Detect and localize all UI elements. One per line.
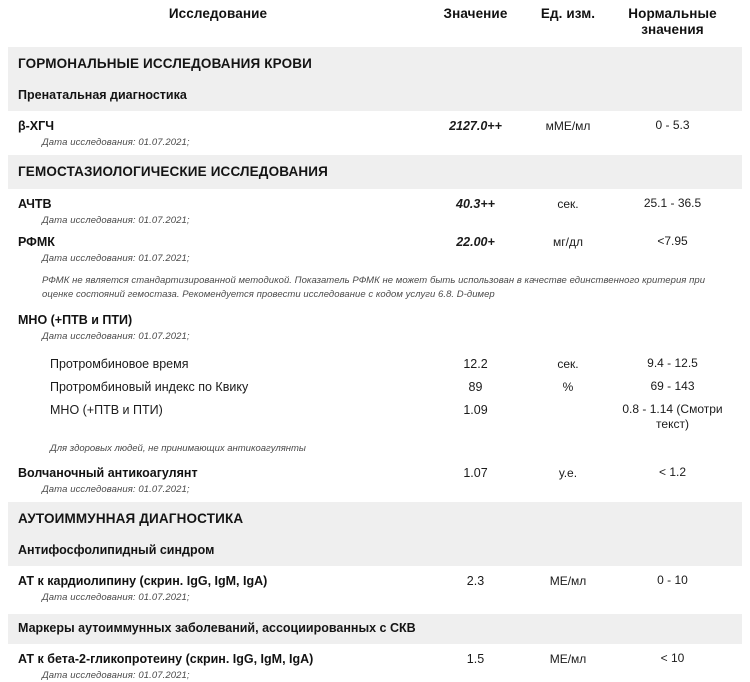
- panel-header-row: [8, 305, 742, 328]
- analyte-units: мМЕ/мл: [545, 119, 591, 133]
- analyte-reference: 25.1 - 36.5: [643, 196, 702, 210]
- analyte-name: Волчаночный антикоагулянт: [18, 466, 198, 480]
- analyte-value: 1.07: [463, 466, 488, 480]
- analyte-reference: 0.8 - 1.14 (Смотри текст): [622, 402, 723, 431]
- analyte-value: 40.3++: [456, 197, 495, 211]
- analyte-name: АЧТВ: [18, 197, 52, 211]
- analyte-reference: < 1.2: [658, 465, 687, 479]
- column-header-study: Исследование: [168, 6, 268, 21]
- analyte-reference: 0 - 5.3: [655, 118, 690, 132]
- column-header-units: Ед. изм.: [540, 6, 596, 21]
- table-row: [8, 458, 742, 481]
- analyte-date: Дата исследования: 01.07.2021;: [42, 484, 190, 495]
- analyte-name: МНО (+ПТВ и ПТИ): [50, 403, 163, 417]
- analyte-date: Дата исследования: 01.07.2021;: [42, 670, 190, 681]
- table-row: [8, 189, 742, 212]
- analyte-value: 22.00+: [456, 235, 495, 249]
- panel-footnote: Для здоровых людей, не принимающих антикоагулянты: [50, 443, 306, 454]
- section-hormonal: [8, 47, 742, 111]
- table-row: [8, 372, 742, 395]
- analyte-value: 12.2: [463, 357, 488, 371]
- section-subsection-title: Пренатальная диагностика: [18, 88, 187, 102]
- table-row: [8, 395, 742, 432]
- section-subsection-title: Маркеры аутоиммунных заболеваний, ассоциированных с СКВ: [18, 621, 416, 635]
- analyte-value: 2127.0++: [449, 119, 502, 133]
- table-row: [8, 644, 742, 667]
- analyte-units: сек.: [557, 357, 579, 371]
- table-row: [8, 111, 742, 134]
- analyte-name: Протромбиновое время: [50, 357, 189, 371]
- analyte-date: Дата исследования: 01.07.2021;: [42, 215, 190, 226]
- table-row: [8, 349, 742, 372]
- spacer: [8, 604, 742, 614]
- analyte-date: Дата исследования: 01.07.2021;: [42, 592, 190, 603]
- analyte-reference: 9.4 - 12.5: [647, 356, 698, 370]
- section-category-title: ГЕМОСТАЗИОЛОГИЧЕСКИЕ ИССЛЕДОВАНИЯ: [18, 164, 328, 179]
- analyte-reference: 69 - 143: [650, 379, 695, 393]
- section-category-title: АУТОИММУННАЯ ДИАГНОСТИКА: [18, 511, 244, 526]
- panel-date: Дата исследования: 01.07.2021;: [42, 331, 190, 342]
- analyte-reference: <7.95: [657, 234, 688, 248]
- section-autoimmune: [8, 502, 742, 566]
- analyte-name: АТ к кардиолипину (скрин. IgG, IgM, IgA): [18, 574, 268, 588]
- section-hemostasis: [8, 155, 742, 189]
- analyte-reference: < 10: [660, 651, 685, 665]
- section-comment: РФМК не является стандартизированной методикой. Показатель РФМК не может быть использован в качестве единственного критерия при оценке состояний гемостаза. Рекомендуется провести исследование с кодом услуги 6.8. D-димер: [42, 275, 706, 300]
- column-header-value: Значение: [443, 6, 508, 21]
- table-header-row: [8, 0, 742, 47]
- analyte-units: МЕ/мл: [549, 652, 587, 666]
- analyte-date: Дата исследования: 01.07.2021;: [42, 253, 190, 264]
- analyte-value: 89: [468, 380, 483, 394]
- panel-name: МНО (+ПТВ и ПТИ): [18, 313, 133, 327]
- analyte-units: сек.: [557, 197, 579, 211]
- analyte-units: МЕ/мл: [549, 574, 587, 588]
- analyte-value: 1.5: [466, 652, 485, 666]
- section-subsection-title: Антифосфолипидный синдром: [18, 543, 215, 557]
- analyte-value: 1.09: [463, 403, 488, 417]
- analyte-name: β-ХГЧ: [18, 119, 54, 133]
- section-category-title: ГОРМОНАЛЬНЫЕ ИССЛЕДОВАНИЯ КРОВИ: [18, 56, 312, 71]
- analyte-date: Дата исследования: 01.07.2021;: [42, 137, 190, 148]
- analyte-units: у.е.: [558, 466, 578, 480]
- analyte-name: Протромбиновый индекс по Квику: [50, 380, 249, 394]
- analyte-units: мг/дл: [553, 235, 583, 249]
- analyte-value: 2.3: [466, 574, 485, 588]
- analyte-reference: 0 - 10: [657, 573, 688, 587]
- table-row: [8, 227, 742, 250]
- analyte-name: АТ к бета-2-гликопротеину (скрин. IgG, IgM, IgA): [18, 652, 314, 666]
- table-row: [8, 566, 742, 589]
- analyte-name: РФМК: [18, 235, 55, 249]
- subsection-skv-markers: [8, 614, 742, 644]
- column-header-reference: Нормальные значения: [628, 6, 717, 37]
- analyte-units: %: [562, 380, 574, 394]
